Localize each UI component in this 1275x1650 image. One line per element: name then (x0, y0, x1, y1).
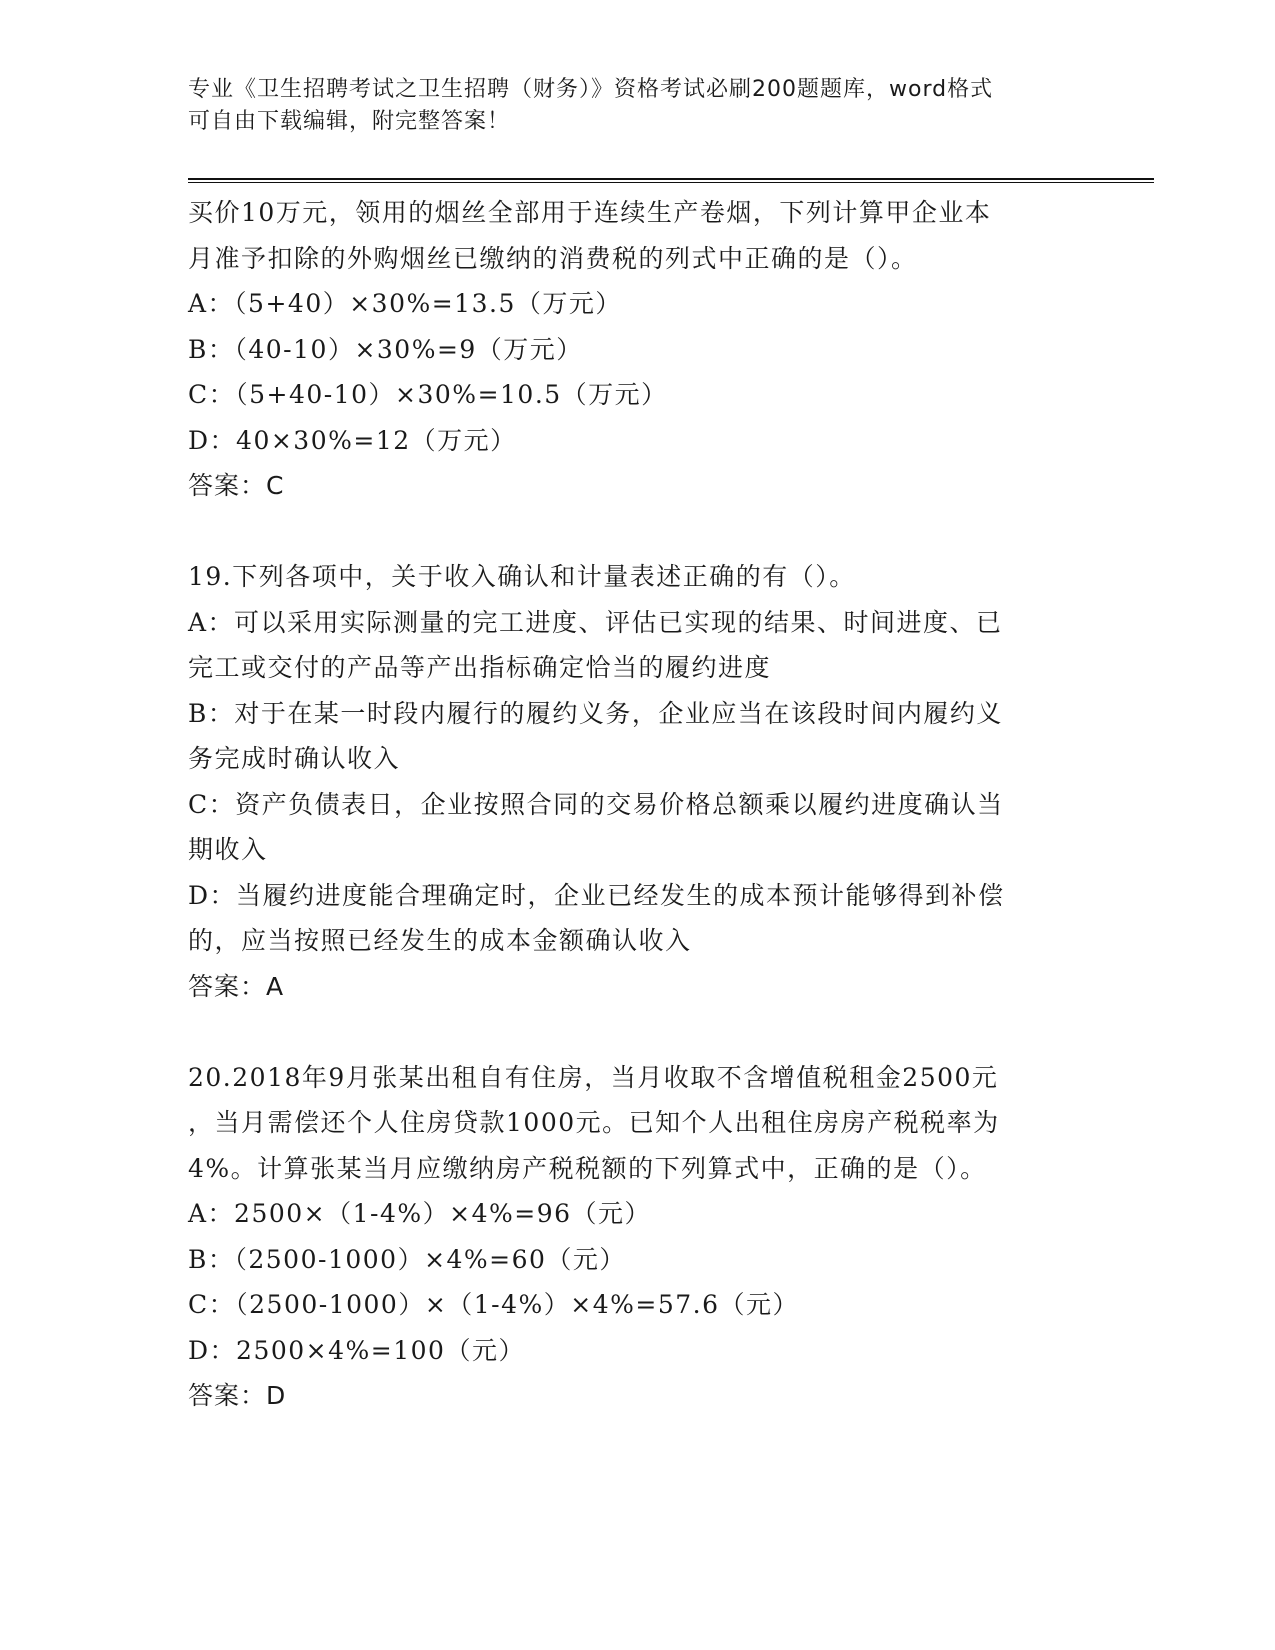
question-20-option-c: C：（2500-1000）×（1-4%）×4%=57.6（元） (188, 1290, 800, 1319)
question-19-answer: 答案：A (188, 971, 285, 1001)
header-title-line-1: 专业《卫生招聘考试之卫生招聘（财务）》资格考试必刷200题题库，word格式 (188, 77, 994, 102)
question-20-answer: 答案：D (188, 1381, 287, 1410)
question-18-option-b: B：（40-10）×30%=9（万元） (188, 334, 583, 364)
question-19-option-c-line-2: 期收入 (188, 835, 268, 864)
question-19-option-a-line-2: 完工或交付的产品等产出指标确定恰当的履约进度 (188, 653, 772, 682)
header-title-line-2: 可自由下载编辑，附完整答案！ (188, 109, 511, 134)
document-body (188, 190, 1088, 1419)
question-18-answer: 答案：C (188, 471, 285, 500)
question-18 (188, 190, 1088, 509)
question-spacer (188, 1009, 1088, 1055)
question-19-option-a-line-1: A：可以采用实际测量的完工进度、评估已实现的结果、时间进度、已 (188, 607, 1003, 637)
question-18-stem-line-1: 买价10万元，领用的烟丝全部用于连续生产卷烟，下列计算甲企业本 (188, 198, 992, 227)
document-header (188, 74, 1068, 138)
question-spacer (188, 509, 1088, 555)
question-20-option-a: A：2500×（1-4%）×4%=96（元） (188, 1199, 652, 1228)
question-18-option-d: D：40×30%=12（万元） (188, 425, 517, 455)
question-20-option-b: B：（2500-1000）×4%=60（元） (188, 1244, 626, 1274)
question-20 (188, 1055, 1088, 1419)
question-19-option-d-line-2: 的，应当按照已经发生的成本金额确认收入 (188, 926, 692, 955)
question-19-option-d-line-1: D：当履约进度能合理确定时，企业已经发生的成本预计能够得到补偿 (188, 880, 1005, 910)
question-20-stem-line-2: ，当月需偿还个人住房贷款1000元。已知个人出租住房房产税税率为 (188, 1108, 1000, 1137)
question-18-stem-line-2: 月准予扣除的外购烟丝已缴纳的消费税的列式中正确的是（）。 (188, 243, 918, 273)
question-19 (188, 554, 1088, 1009)
question-20-option-d: D：2500×4%=100（元） (188, 1335, 525, 1365)
question-19-option-c-line-1: C：资产负债表日，企业按照合同的交易价格总额乘以履约进度确认当 (188, 789, 1004, 819)
question-18-option-a: A：（5+40）×30%=13.5（万元） (188, 289, 622, 318)
header-divider (188, 178, 1154, 183)
question-19-stem: 19.下列各项中，关于收入确认和计量表述正确的有（）。 (188, 562, 856, 591)
question-19-option-b-line-2: 务完成时确认收入 (188, 744, 401, 773)
question-18-option-c: C：（5+40-10）×30%=10.5（万元） (188, 380, 668, 409)
question-19-option-b-line-1: B：对于在某一时段内履行的履约义务，企业应当在该段时间内履约义 (188, 698, 1003, 728)
question-20-stem-line-1: 20.2018年9月张某出租自有住房，当月收取不含增值税租金2500元 (188, 1062, 999, 1092)
question-20-stem-line-3: 4%。计算张某当月应缴纳房产税税额的下列算式中，正确的是（）。 (188, 1153, 987, 1183)
